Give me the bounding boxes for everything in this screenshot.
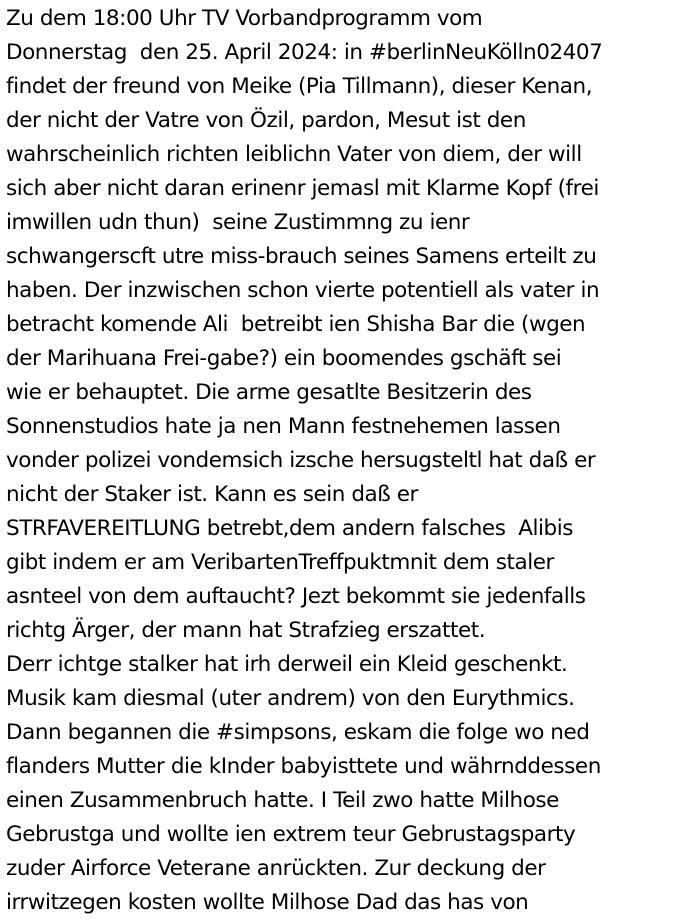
text-line: sich aber nicht daran erinenr jemasl mit Klarme Kopf (frei [6, 176, 599, 201]
text-line: irrwitzegen kosten wollte Milhose Dad das has von [6, 890, 529, 915]
text-line: nicht der Staker ist. Kann es sein daß er [6, 482, 418, 507]
text-line: Dann begannen die #simpsons, eskam die folge wo ned [6, 720, 590, 745]
text-line: zuder Airforce Veterane anrückten. Zur deckung der [6, 856, 546, 881]
text-line: Gebrustga und wollte ien extrem teur Gebrustagsparty [6, 822, 576, 847]
text-line: wahrscheinlich richten leiblichn Vater von diem, der will [6, 142, 582, 167]
text-line: Sonnenstudios hate ja nen Mann festnehemen lassen [6, 414, 561, 439]
text-line: imwillen udn thun) seine Zustimmng zu ienr [6, 210, 470, 235]
text-line: findet der freund von Meike (Pia Tillmann), dieser Kenan, [6, 74, 593, 99]
text-line: Musik kam diesmal (uter andrem) von den Eurythmics. [6, 686, 575, 711]
text-line: gibt indem er am VeribartenTreffpuktmnit dem staler [6, 550, 554, 575]
text-line: schwangerscft utre miss-brauch seines Samens erteilt zu [6, 244, 597, 269]
text-line: der Marihuana Frei-gabe?) ein boomendes gschäft sei [6, 346, 562, 371]
text-line: Derr ichtge stalker hat irh derweil ein Kleid geschenkt. [6, 652, 568, 677]
text-line: STRFAVEREITLUNG betrebt,dem andern falsches Alibis [6, 516, 574, 541]
text-line: einen Zusammenbruch hatte. I Teil zwo hatte Milhose [6, 788, 559, 813]
document-body [6, 2, 684, 920]
text-line: Donnerstag den 25. April 2024: in #berlinNeuKölln02407 [6, 40, 603, 65]
text-line: Zu dem 18:00 Uhr TV Vorbandprogramm vom [6, 6, 483, 31]
text-line: flanders Mutter die kInder babyisttete und währnddessen [6, 754, 601, 779]
text-line: vonder polizei vondemsich izsche hersugsteltl hat daß er [6, 448, 596, 473]
text-line: betracht komende Ali betreibt ien Shisha Bar die (wgen [6, 312, 586, 337]
text-line: asnteel von dem auftaucht? Jezt bekommt sie jedenfalls [6, 584, 586, 609]
text-line: der nicht der Vatre von Özil, pardon, Mesut ist den [6, 108, 526, 133]
text-line: richtg Ärger, der mann hat Strafzieg erszattet. [6, 618, 486, 643]
text-line: wie er behauptet. Die arme gesatlte Besitzerin des [6, 380, 532, 405]
text-line: haben. Der inzwischen schon vierte potentiell als vater in [6, 278, 600, 303]
